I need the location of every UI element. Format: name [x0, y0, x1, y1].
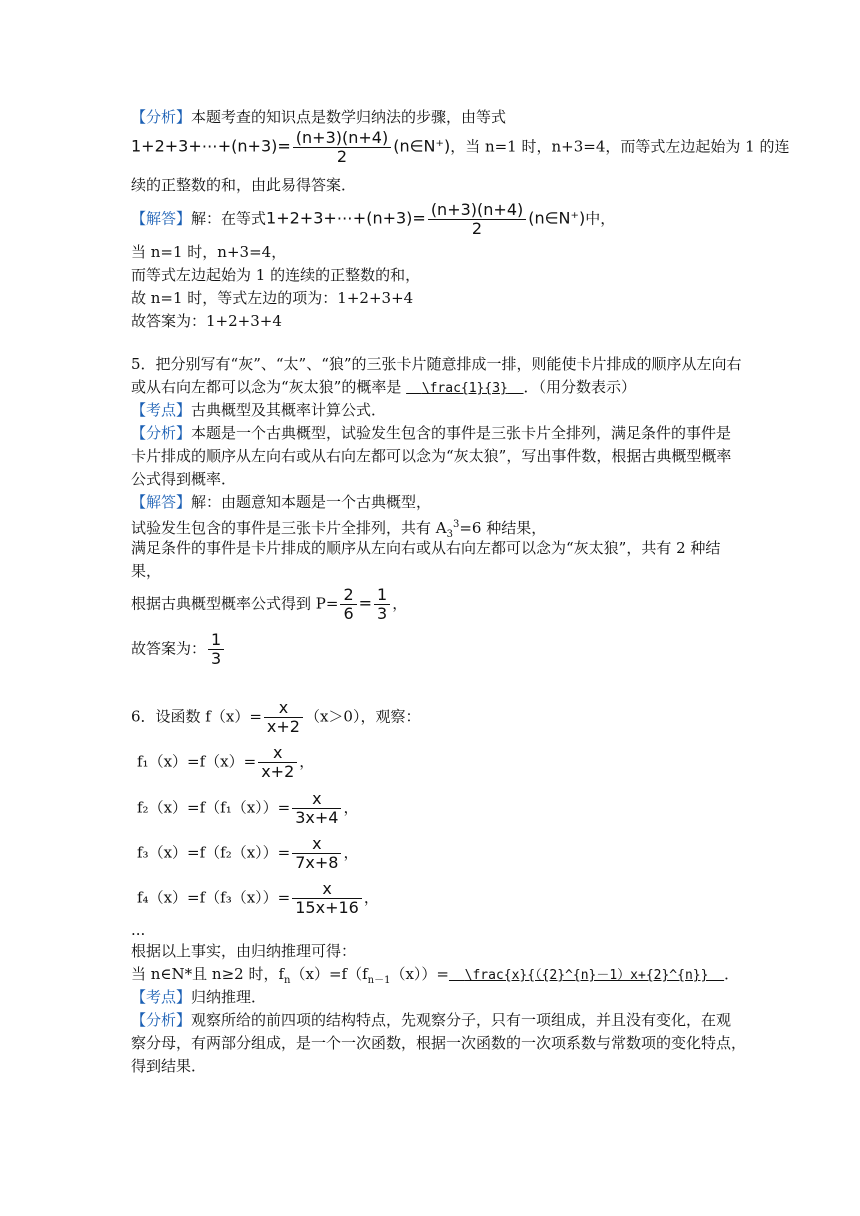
- q6-analysis-line-1: 【分析】观察所给的前四项的结构特点，先观察分子，只有一项组成，并且没有变化，在观: [131, 1011, 732, 1029]
- q5-stem-line-1: 5．把分别写有“灰”、“太”、“狼”的三张卡片随意排成一排，则能使卡片排成的顺序从左向右: [131, 355, 742, 373]
- fraction: $\frac{2}{6}$: [340, 586, 356, 623]
- q5-stem-line-2: 或从右向左都可以念为“灰太狼”的概率是 \frac{1}{3} ．（用分数表示）: [131, 378, 637, 396]
- answer-blank: \frac{x}{（{2}^{n}－1）x+{2}^{n}}: [464, 968, 709, 983]
- q6-line-2: 当 n∈N*且 n≥2 时，$f_n(x)=f(f_{n-1}(x))=$ \frac{x}{（{2}^{n}－1）x+{2}^{n}} ．: [131, 965, 740, 986]
- q5-solution-line-1: 【解答】解：由题意知本题是一个古典概型，: [131, 493, 432, 511]
- q4-line-c: 故 n=1 时，等式左边的项为：1+2+3+4: [131, 289, 414, 307]
- fraction: $\frac{(n+3)(n+4)}{2}$: [293, 129, 391, 166]
- q6-stem: 6．设函数 f（x）= $\frac{x}{x+2}$ （x＞0），观察：: [131, 698, 421, 736]
- q5-solution-line-2: 试验发生包含的事件是三张卡片全排列，共有 $A_3^3=6$ 种结果，: [131, 519, 547, 540]
- q6-analysis-line-2: 察分母，有两部分组成，是一个一次函数，根据一次函数的一次项系数与常数项的变化特点，: [131, 1034, 747, 1052]
- q6-ellipsis: ...: [131, 921, 146, 939]
- solution-tag: 【解答】: [131, 209, 192, 228]
- q5-solution-line-4: 果，: [131, 562, 162, 580]
- fraction: $\frac{x}{3x+4}$: [292, 790, 341, 827]
- q4-line-b: 而等式左边起始为 1 的连续的正整数的和，: [131, 266, 421, 284]
- fraction: $\frac{(n+3)(n+4)}{2}$: [428, 201, 526, 238]
- fraction: $\frac{x}{x+2}$: [258, 744, 297, 781]
- q4-analysis-line-2: 1+2+3+⋯+(n+3)= $\frac{(n+3)(n+4)}{2}$ (n∈N⁺)，当 n=1 时，n+3=4，而等式左边起始为 1 的连: [131, 128, 790, 166]
- q6-line-1: 根据以上事实，由归纳推理可得：: [131, 942, 357, 960]
- q4-analysis-line-3: 续的正整数的和，由此易得答案．: [131, 176, 357, 194]
- q6-point: 【考点】归纳推理．: [131, 988, 267, 1006]
- q4-solution-line-1: 【解答】解：在等式1+2+3+⋯+(n+3)= $\frac{(n+3)(n+4)}{2}$ (n∈N⁺)中，: [131, 200, 616, 238]
- q4-line-d: 故答案为：1+2+3+4: [131, 312, 282, 330]
- q4-analysis-line-1: 【分析】本题考查的知识点是数学归纳法的步骤，由等式: [131, 108, 507, 126]
- q6-f1: f₁（x）=f（x）= $\frac{x}{x+2}$ ，: [137, 743, 315, 781]
- analysis-tag: 【分析】: [131, 108, 192, 126]
- q5-point: 【考点】古典概型及其概率计算公式．: [131, 401, 387, 419]
- fraction: $\frac{1}{3}$: [208, 631, 224, 668]
- q5-analysis-line-3: 公式得到概率．: [131, 470, 237, 488]
- fraction: $\frac{1}{3}$: [374, 586, 390, 623]
- q5-analysis-line-1: 【分析】本题是一个古典概型，试验发生包含的事件是三张卡片全排列，满足条件的事件是: [131, 424, 732, 442]
- q5-final-answer: 故答案为： $\frac{1}{3}$: [131, 631, 226, 668]
- q4-line-a: 当 n=1 时，n+3=4，: [131, 243, 287, 261]
- q5-analysis-line-2: 卡片排成的顺序从左向右或从右向左都可以念为“灰太狼”，写出事件数，根据古典概型概率: [131, 447, 732, 465]
- fraction: $\frac{x}{7x+8}$: [292, 835, 341, 872]
- fraction: $\frac{x}{x+2}$: [264, 699, 303, 736]
- fraction: $\frac{x}{15x+16}$: [292, 880, 362, 917]
- q6-f4: f₄（x）=f（f₃（x））= $\frac{x}{15x+16}$ ，: [137, 879, 379, 917]
- q5-solution-line-5: 根据古典概型概率公式得到 P= $\frac{2}{6}$ = $\frac{1}{3}$ ，: [131, 585, 408, 623]
- q6-f2: f₂（x）=f（f₁（x））= $\frac{x}{3x+4}$ ，: [137, 789, 359, 827]
- q6-f3: f₃（x）=f（f₂（x））= $\frac{x}{7x+8}$ ，: [137, 834, 359, 872]
- q6-analysis-line-3: 得到结果．: [131, 1057, 207, 1075]
- answer-blank: \frac{1}{3}: [421, 381, 508, 396]
- q5-solution-line-3: 满足条件的事件是卡片排成的顺序从左向右或从右向左都可以念为“灰太狼”，共有 2 种结: [131, 539, 721, 557]
